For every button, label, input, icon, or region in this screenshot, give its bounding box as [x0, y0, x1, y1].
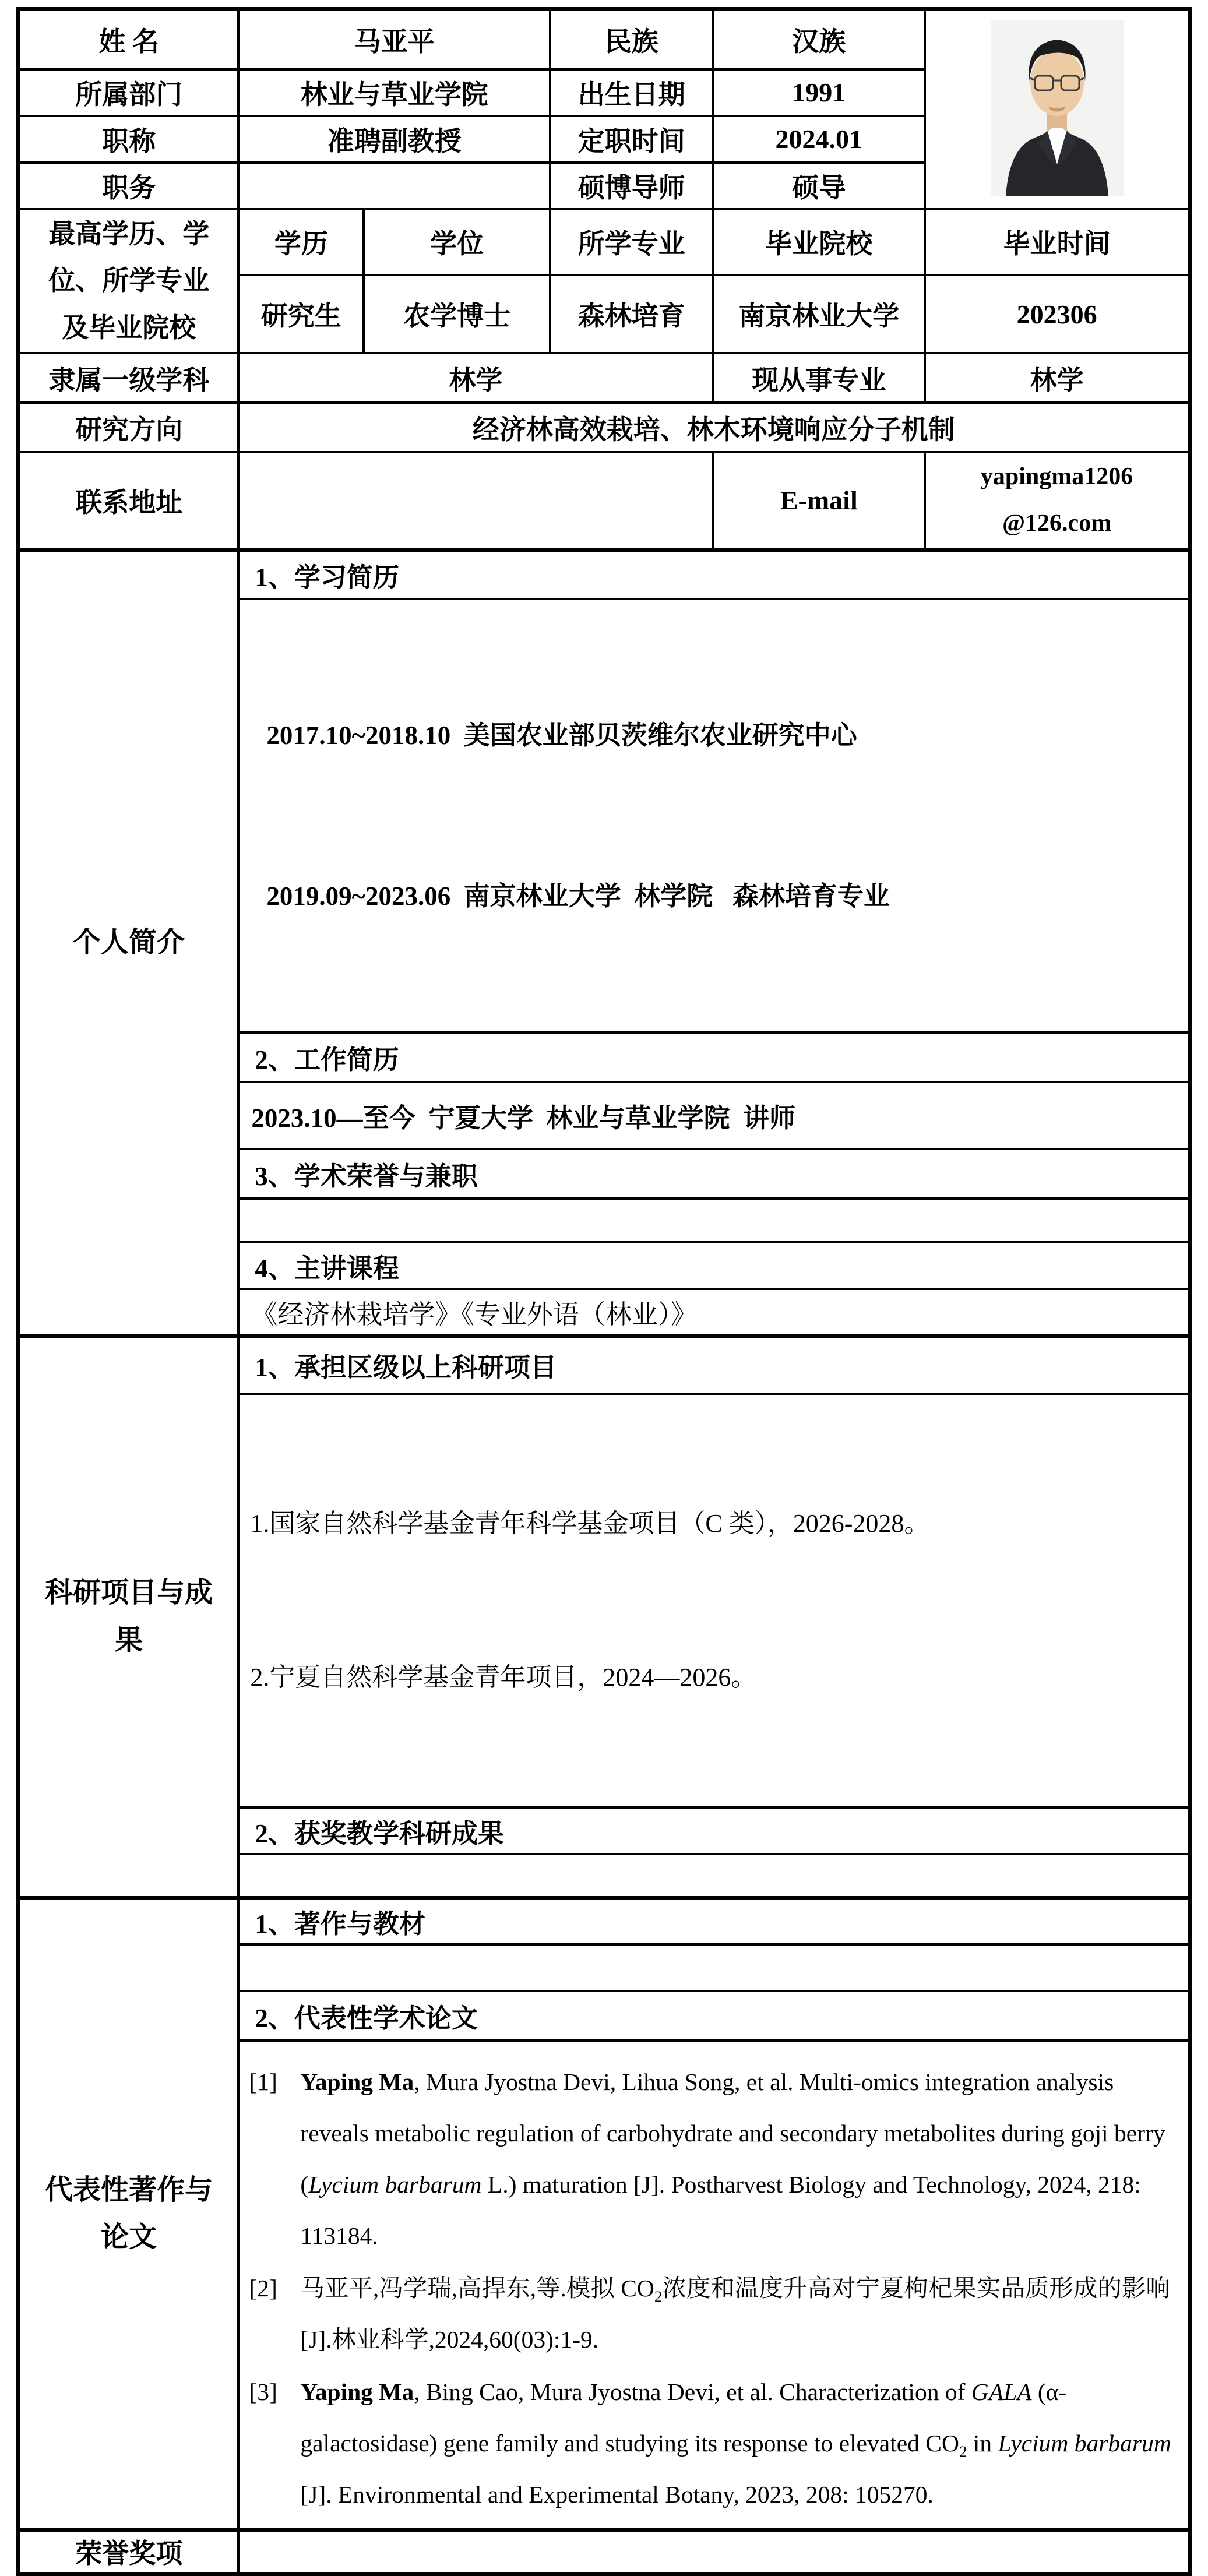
- books-content: [238, 1944, 1189, 1991]
- publications-section-label-line: 代表性著作与: [45, 2174, 213, 2205]
- papers-list: [238, 2041, 1189, 2529]
- discipline-value: 林学: [238, 353, 713, 403]
- mentor-value: 硕导: [713, 163, 925, 209]
- paper-item: [249, 2367, 1174, 2521]
- graduation-time-header: 毕业时间: [925, 209, 1189, 276]
- ethnicity-value: 汉族: [713, 9, 925, 69]
- ethnicity-label: 民族: [550, 9, 713, 69]
- name-value: 马亚平: [238, 9, 550, 69]
- email-value: [925, 452, 1189, 549]
- education-label: [19, 209, 239, 354]
- education-label-line: 最高学历、学: [48, 219, 210, 249]
- school-value: 南京林业大学: [713, 275, 925, 353]
- position-value: [238, 163, 550, 209]
- research-section-label-line: 果: [115, 1624, 143, 1656]
- email-label: E-mail: [713, 452, 925, 549]
- cv-table: [16, 7, 1192, 2576]
- photo-cell: [925, 9, 1189, 209]
- study-entry: 2017.10~2018.10 美国农业部贝茨维尔农业研究中心: [266, 720, 857, 750]
- publications-section-label: [19, 1898, 239, 2529]
- education-label-line: 位、所学专业: [48, 266, 210, 295]
- department-label: 所属部门: [19, 69, 239, 116]
- research-awards-header: 2、获奖教学科研成果: [238, 1807, 1189, 1854]
- profile-section-label: 个人简介: [19, 549, 239, 1335]
- major-header: 所学专业: [550, 209, 713, 276]
- title-value: 准聘副教授: [238, 116, 550, 163]
- title-label: 职称: [19, 116, 239, 163]
- degree-header: 学位: [364, 209, 550, 276]
- research-direction-label: 研究方向: [19, 403, 239, 452]
- degree-level-header: 学历: [238, 209, 364, 276]
- name-label: 姓 名: [19, 9, 239, 69]
- paper-citation: 马亚平,冯学瑞,高捍东,等.模拟 $CO_2$浓度和温度升高对宁夏枸杞果实品质形成的影响[J].林业科学,2024,60(03):1-9.: [300, 2274, 1170, 2353]
- profile-work-content: 2023.10—至今 宁夏大学 林业与草业学院 讲师: [238, 1082, 1189, 1149]
- paper-item: [249, 2263, 1174, 2366]
- publications-section-label-line: 论文: [101, 2222, 157, 2253]
- graduation-time-value: 202306: [925, 275, 1189, 353]
- major-value: 森林培育: [550, 275, 713, 353]
- portrait-photo: [991, 20, 1124, 196]
- department-value: 林业与草业学院: [238, 69, 550, 116]
- paper-item: [249, 2057, 1174, 2262]
- paper-citation: Yaping Ma, Bing Cao, Mura Jyostna Devi, et al. Characterization of GALA (α-galactosidase) gene family and studying its response to elevated $CO_2$ in Lycium barbarum [J]. Environmental and Experimental Botany, 2023, 208: 105270.: [300, 2378, 1171, 2508]
- profile-courses-header: 4、主讲课程: [238, 1242, 1189, 1289]
- tenure-label: 定职时间: [550, 116, 713, 163]
- research-awards-content: [238, 1854, 1189, 1898]
- research-section-label-line: 科研项目与成: [45, 1577, 213, 1608]
- contact-address-value: [238, 452, 713, 549]
- degree-level-value: 研究生: [238, 275, 364, 353]
- education-label-line: 及毕业院校: [62, 312, 196, 343]
- school-header: 毕业院校: [713, 209, 925, 276]
- email-line1: yapingma1206: [980, 463, 1133, 490]
- profile-study-header: 1、学习简历: [238, 549, 1189, 599]
- project-entry: 2.宁夏自然科学基金青年项目，2024—2026。: [250, 1663, 757, 1692]
- research-section-label: [19, 1335, 239, 1898]
- birth-date-value: 1991: [713, 69, 925, 116]
- position-label: 职务: [19, 163, 239, 209]
- project-entry: 1.国家自然科学基金青年科学基金项目（C 类），2026-2028。: [250, 1509, 930, 1538]
- profile-honors-content: [238, 1199, 1189, 1242]
- mentor-label: 硕博导师: [550, 163, 713, 209]
- email-line2: @126.com: [1002, 509, 1112, 537]
- study-entry: 2019.09~2023.06 南京林业大学 林学院 森林培育专业: [266, 882, 890, 911]
- profile-work-header: 2、工作简历: [238, 1032, 1189, 1082]
- paper-marker: [2]: [249, 2274, 277, 2302]
- honors-awards-value: [238, 2529, 1189, 2574]
- discipline-label: 隶属一级学科: [19, 353, 239, 403]
- tenure-value: 2024.01: [713, 116, 925, 163]
- profile-study-content: [238, 599, 1189, 1032]
- papers-header: 2、代表性学术论文: [238, 1991, 1189, 2041]
- current-specialty-value: 林学: [925, 353, 1189, 403]
- paper-marker: [1]: [249, 2068, 277, 2096]
- research-projects-header: 1、承担区级以上科研项目: [238, 1335, 1189, 1394]
- research-projects-content: [238, 1394, 1189, 1807]
- birth-date-label: 出生日期: [550, 69, 713, 116]
- profile-courses-content: 《经济林栽培学》《专业外语（林业）》: [238, 1289, 1189, 1335]
- degree-value: 农学博士: [364, 275, 550, 353]
- honors-awards-label: 荣誉奖项: [19, 2529, 239, 2574]
- contact-address-label: 联系地址: [19, 452, 239, 549]
- research-direction-value: 经济林高效栽培、林木环境响应分子机制: [238, 403, 1189, 452]
- paper-marker: [3]: [249, 2378, 277, 2405]
- books-header: 1、著作与教材: [238, 1898, 1189, 1944]
- paper-citation: Yaping Ma, Mura Jyostna Devi, Lihua Song, et al. Multi-omics integration analysis reveals metabolic regulation of carbohydrate and secondary metabolites during goji berry (Lycium barbarum L.) maturation [J]. Postharvest Biology and Technology, 2024, 218: 113184.: [300, 2068, 1165, 2249]
- current-specialty-label: 现从事专业: [713, 353, 925, 403]
- profile-honors-header: 3、学术荣誉与兼职: [238, 1149, 1189, 1199]
